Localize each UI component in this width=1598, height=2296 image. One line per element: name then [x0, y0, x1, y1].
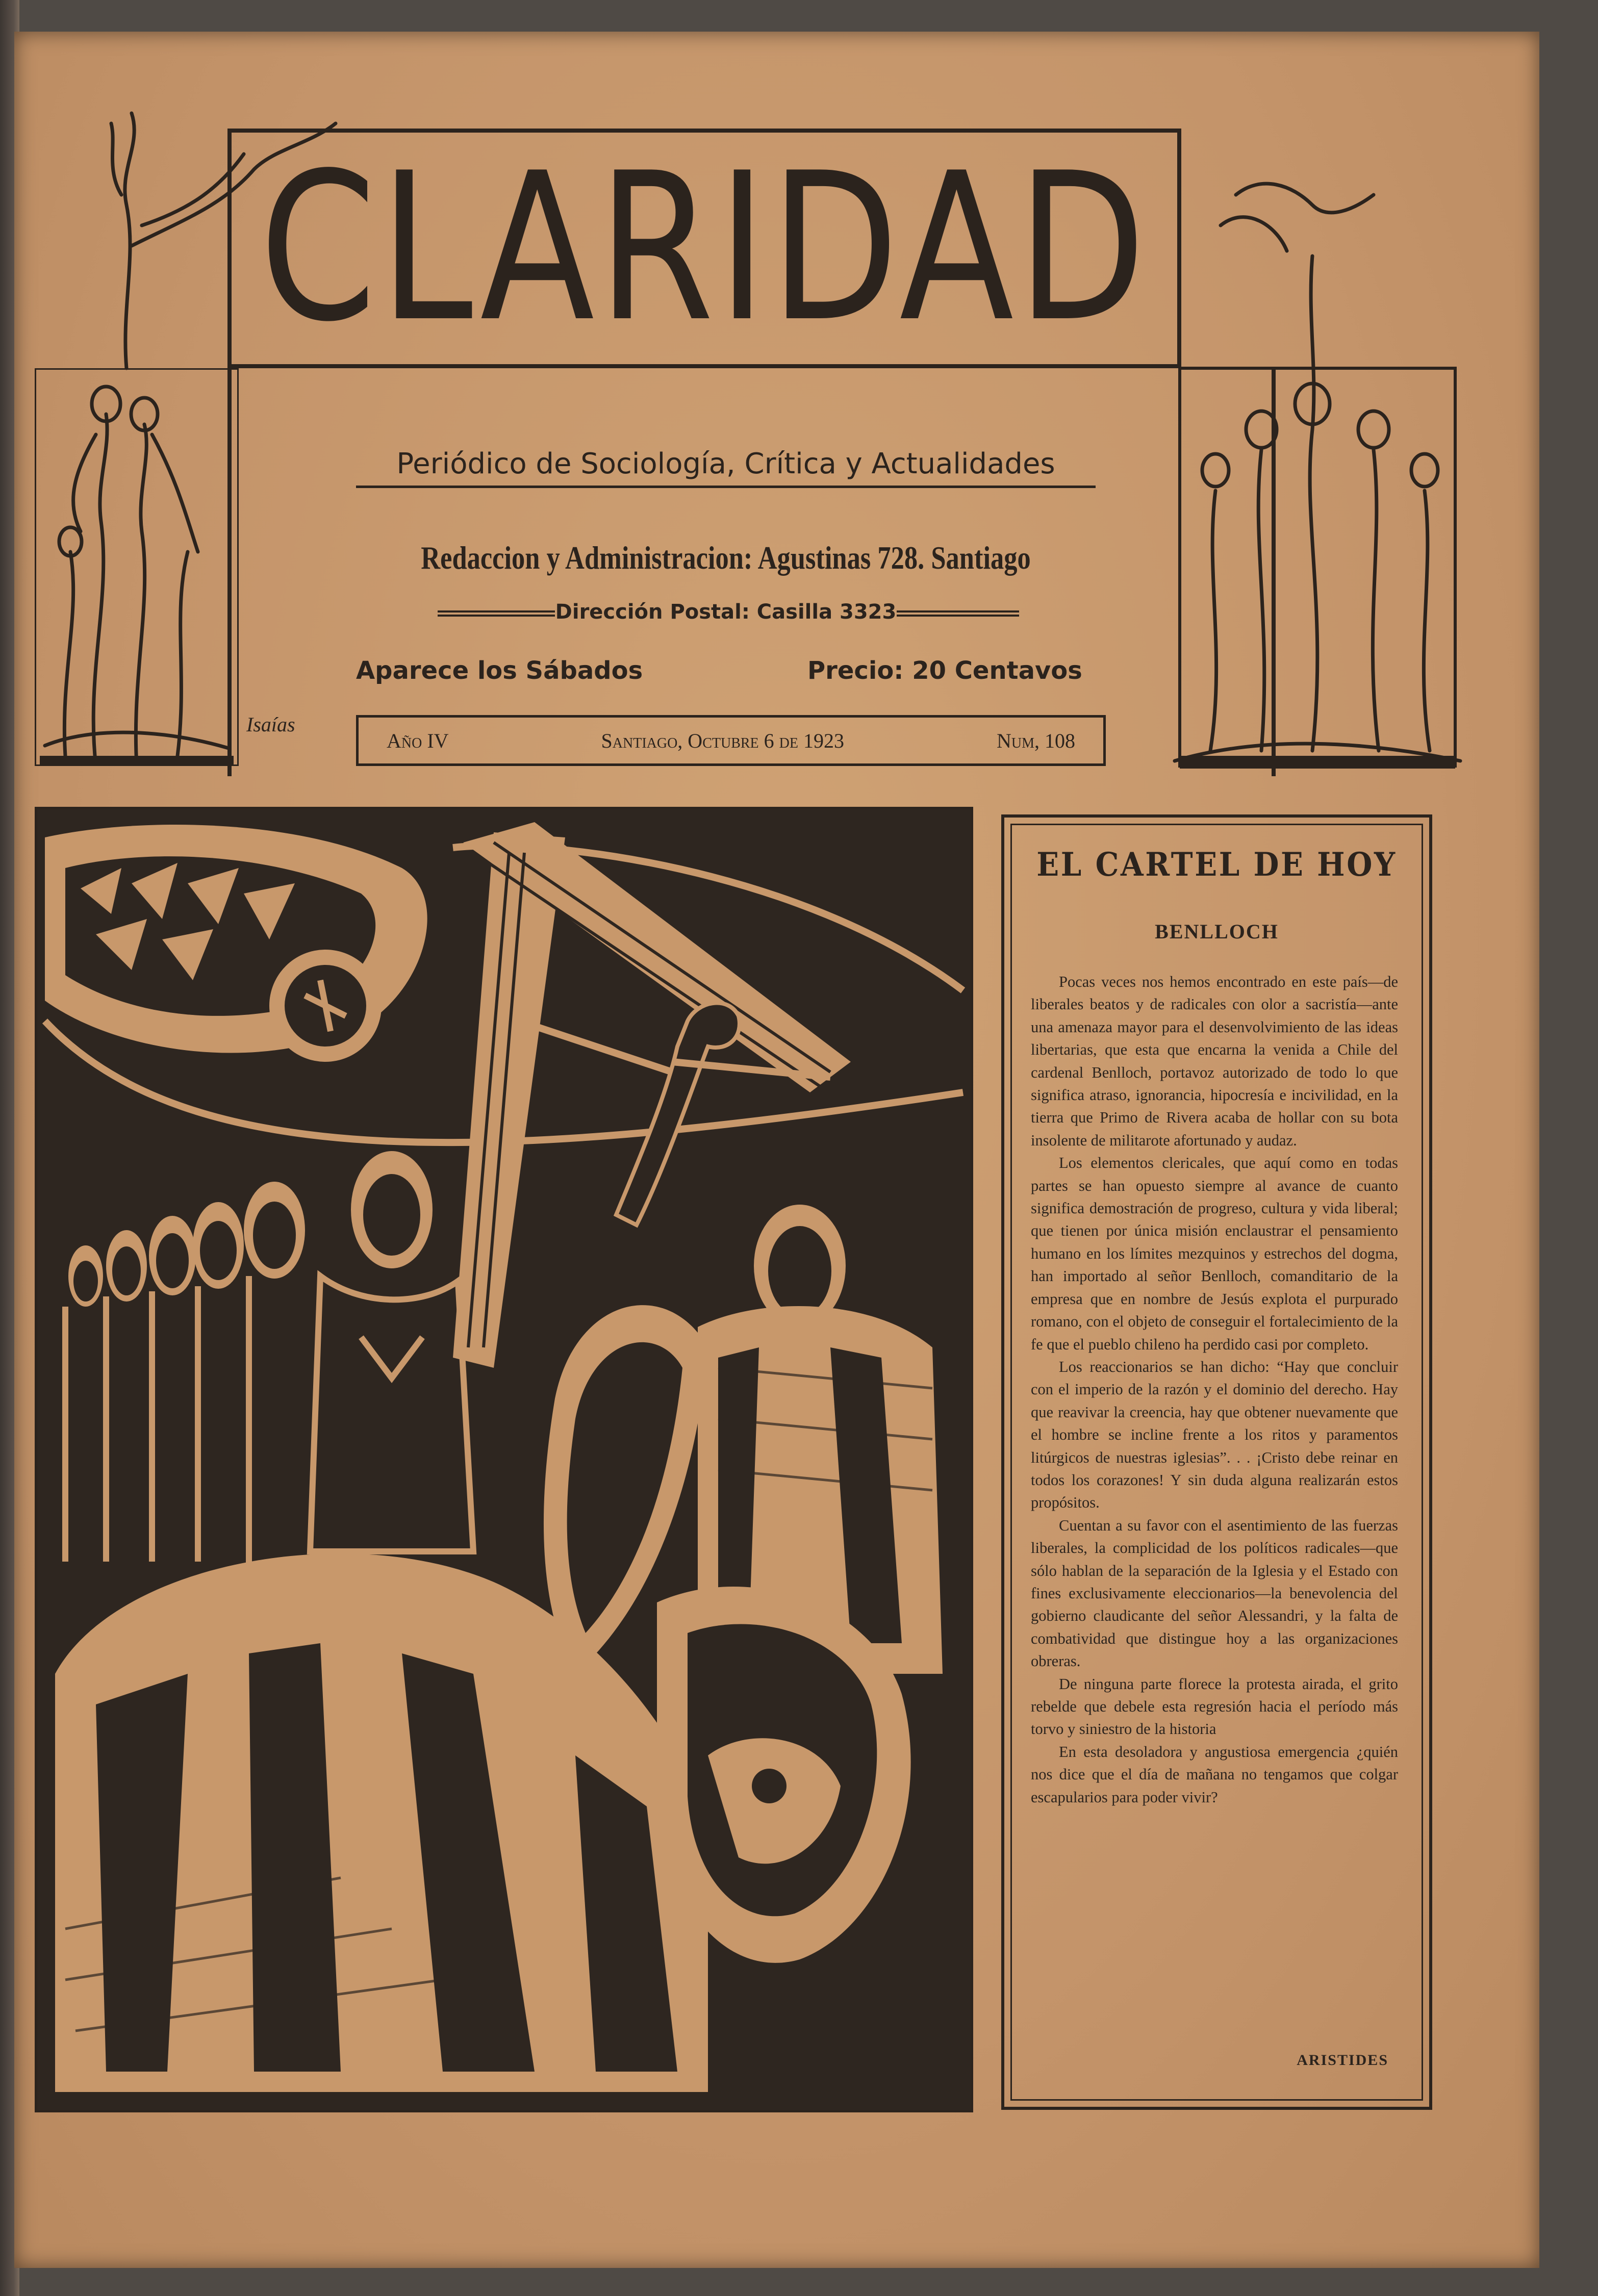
article-paragraph: Cuentan a su favor con el asentimiento de las fuerzas liberales, la complicidad de los políticos radicales—que sólo hablan de la separación de la Iglesia y el Estado con fines exclusivamente eleccionarios—la benevolencia del gobierno claudicante del señor Alessandri, y la falta de combatividad que distingue hoy a las organizaciones obreras.: [1031, 1516, 1398, 1670]
article-paragraph: De ninguna parte florece la protesta airada, el grito rebelde que debele esta regresión hacia el período más torvo y siniestro de la historia: [1031, 1675, 1398, 1738]
subtitle-rule: [356, 486, 1096, 488]
article-box: [1001, 814, 1432, 2110]
title-frame: [227, 129, 1181, 368]
postal-rule-right: [897, 610, 1019, 617]
article-heading: EL CARTEL DE HOY: [1036, 846, 1397, 884]
masthead-title: CLARIDAD: [259, 130, 1150, 367]
article-paragraph: Los reaccionarios se han dicho: “Hay que concluir con el imperio de la razón y el dominio del derecho. Hay que reavivar la creencia, hay que obtener nuevamente que el hombre se incline frente a los ritos y paramentos litúrgicos de nuestras iglesias”. . . ¡Cristo debe reinar en todos los corazones! Y sin duda alguna realizarán estos propósitos.: [1031, 1358, 1398, 1512]
masthead: [35, 123, 1432, 776]
dateline-year: Año IV: [387, 729, 449, 752]
masthead-subtitle: Periódico de Sociología, Crítica y Actualidades: [396, 447, 1055, 480]
article-paragraph: En esta desoladora y angustiosa emergencia ¿quién nos dice que el día de mañana no tengamos que colgar escapularios para poder vivir?: [1031, 1743, 1398, 1806]
article-author: ARISTIDES: [1297, 2052, 1388, 2069]
article-paragraph: Pocas veces nos hemos encontrado en este país—de liberales beatos y de radicales con olor a sacristía—ante una amenaza mayor para el desenvolvimiento de las ideas libertarias, que esta que encarna la venida a Chile del cardenal Benlloch, portavoz autorizado de todo lo que significa atraso, ignorancia, hipocresía e incivilidad, en la tierra que Primo de Rivera acaba de hollar con su bota insolente de militarote afortunado y audaz.: [1031, 973, 1398, 1149]
woodcut-illustration: [35, 807, 973, 2112]
publication-schedule: Aparece los Sábados: [356, 656, 643, 685]
postal-line: Dirección Postal: Casilla 3323: [555, 600, 897, 624]
price-line: Precio: 20 Centavos: [807, 656, 1082, 685]
dateline-number: Num, 108: [996, 729, 1075, 752]
article-body: [1031, 971, 1398, 1808]
address-line: Redaccion y Administracion: Agustinas 728. Santiago: [421, 540, 1031, 576]
article-paragraph: Los elementos clericales, que aquí como en todas partes se han opuesto siempre al avance de cuanto significa demostración de progreso, cultura y vida liberal; que tienen por única misión enclaustrar el pensamiento humano en los límites mezquinos y estrechos del dogma, han importado al señor Benlloch, comanditario de la empresa que en nombre de Jesús explota el purpurado romano, con el objeto de conseguir el fortalecimiento de la fe que el pueblo chileno ha perdido casi por completo.: [1031, 1154, 1398, 1353]
left-figures-illustration: [35, 368, 239, 766]
article-subject: BENLLOCH: [1155, 920, 1279, 943]
illustrator-signature: Isaías: [246, 713, 295, 736]
dateline: [356, 715, 1106, 766]
dateline-date: Santiago, Octubre 6 de 1923: [601, 729, 844, 752]
newspaper-page: [14, 32, 1539, 2268]
right-figures-illustration: [1159, 164, 1465, 786]
